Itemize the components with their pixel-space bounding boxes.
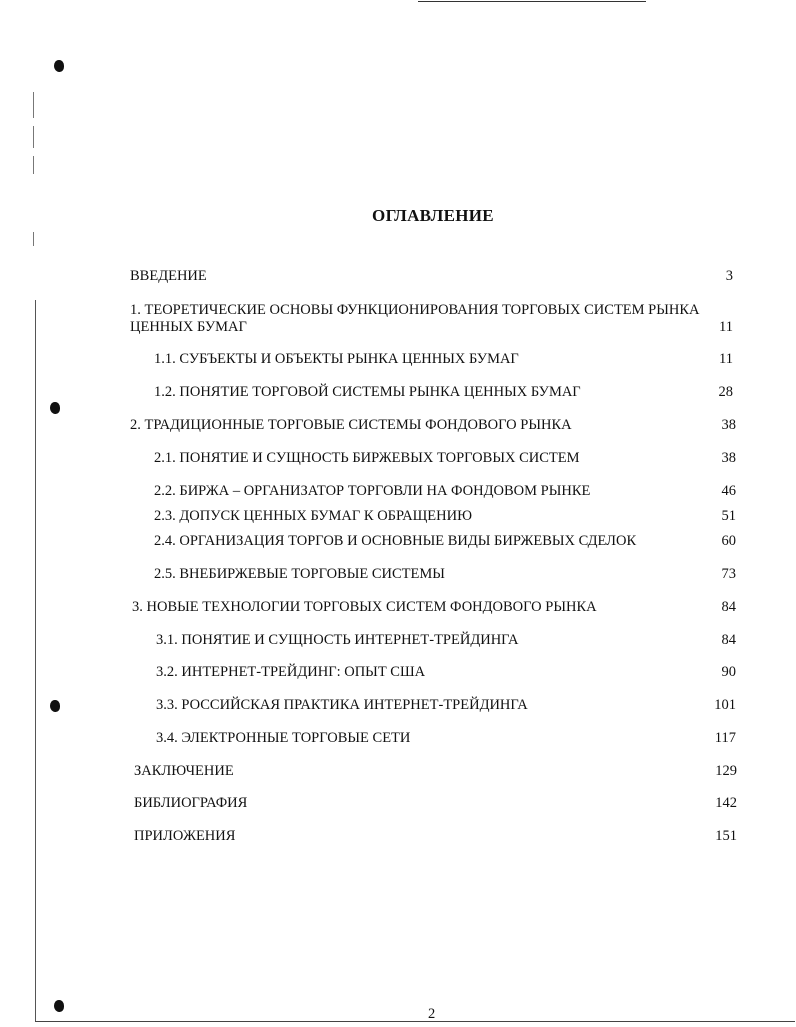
punch-hole-icon — [50, 700, 60, 712]
punch-hole-icon — [50, 402, 60, 414]
toc-entry-page: 38 — [721, 417, 736, 433]
toc-entry-label: 1. ТЕОРЕТИЧЕСКИЕ ОСНОВЫ ФУНКЦИОНИРОВАНИЯ ТОРГОВЫХ СИСТЕМ РЫНКА — [130, 302, 700, 318]
toc-entry-page: 84 — [721, 599, 736, 615]
toc-entry-label: 3.3. РОССИЙСКАЯ ПРАКТИКА ИНТЕРНЕТ-ТРЕЙДИНГА — [156, 697, 528, 713]
margin-tick — [33, 92, 34, 118]
toc-entry-page: 84 — [721, 632, 736, 648]
scan-line-top — [418, 1, 646, 2]
toc-entry-label: 2.4. ОРГАНИЗАЦИЯ ТОРГОВ И ОСНОВНЫЕ ВИДЫ БИРЖЕВЫХ СДЕЛОК — [154, 533, 637, 549]
toc-entry-page: 151 — [715, 828, 737, 844]
toc-entry-page: 11 — [719, 351, 733, 367]
toc-entry-label: БИБЛИОГРАФИЯ — [134, 795, 248, 811]
toc-entry-label: 2.1. ПОНЯТИЕ И СУЩНОСТЬ БИРЖЕВЫХ ТОРГОВЫХ СИСТЕМ — [154, 450, 580, 466]
toc-entry-label: ВВЕДЕНИЕ — [130, 268, 207, 284]
toc-entry-page: 117 — [714, 730, 736, 746]
toc-entry-page: 129 — [715, 763, 737, 779]
toc-entry-label: 2. ТРАДИЦИОННЫЕ ТОРГОВЫЕ СИСТЕМЫ ФОНДОВОГО РЫНКА — [130, 417, 572, 433]
toc-entry-label: 1.2. ПОНЯТИЕ ТОРГОВОЙ СИСТЕМЫ РЫНКА ЦЕННЫХ БУМАГ — [154, 384, 581, 400]
toc-entry-page: 60 — [721, 533, 736, 549]
toc-entry-label: ЗАКЛЮЧЕНИЕ — [134, 763, 234, 779]
toc-entry-label: 3.4. ЭЛЕКТРОННЫЕ ТОРГОВЫЕ СЕТИ — [156, 730, 411, 746]
toc-entry-label: 3.2. ИНТЕРНЕТ-ТРЕЙДИНГ: ОПЫТ США — [156, 664, 426, 680]
toc-entry-label: 2.3. ДОПУСК ЦЕННЫХ БУМАГ К ОБРАЩЕНИЮ — [154, 508, 473, 524]
punch-hole-icon — [54, 60, 64, 72]
margin-tick — [33, 232, 34, 246]
toc-entry-label-continued: ЦЕННЫХ БУМАГ — [130, 319, 247, 335]
toc-entry-page: 46 — [721, 483, 736, 499]
toc-entry-page: 101 — [714, 697, 736, 713]
left-margin-line — [35, 300, 36, 1022]
toc-entry-page: 11 — [719, 319, 733, 335]
margin-tick — [33, 126, 34, 148]
toc-entry-label: 2.2. БИРЖА – ОРГАНИЗАТОР ТОРГОВЛИ НА ФОНДОВОМ РЫНКЕ — [154, 483, 591, 499]
toc-entry-page: 142 — [715, 795, 737, 811]
toc-entry-page: 73 — [721, 566, 736, 582]
toc-entry-page: 3 — [725, 268, 733, 284]
page-title: ОГЛАВЛЕНИЕ — [372, 206, 494, 225]
toc-entry-label: ПРИЛОЖЕНИЯ — [134, 828, 236, 844]
toc-entry-label: 3.1. ПОНЯТИЕ И СУЩНОСТЬ ИНТЕРНЕТ-ТРЕЙДИНГА — [156, 632, 519, 648]
toc-entry-page: 38 — [721, 450, 736, 466]
toc-entry-page: 28 — [718, 384, 733, 400]
bottom-margin-line — [35, 1021, 795, 1022]
toc-entry-label: 3. НОВЫЕ ТЕХНОЛОГИИ ТОРГОВЫХ СИСТЕМ ФОНДОВОГО РЫНКА — [132, 599, 597, 615]
toc-entry-page: 51 — [721, 508, 736, 524]
punch-hole-icon — [54, 1000, 64, 1012]
toc-entry-page: 90 — [721, 664, 736, 680]
toc-entry-label: 1.1. СУБЪЕКТЫ И ОБЪЕКТЫ РЫНКА ЦЕННЫХ БУМАГ — [154, 351, 519, 367]
margin-tick — [33, 156, 34, 174]
toc-entry-label: 2.5. ВНЕБИРЖЕВЫЕ ТОРГОВЫЕ СИСТЕМЫ — [154, 566, 445, 582]
page-number: 2 — [428, 1006, 436, 1022]
